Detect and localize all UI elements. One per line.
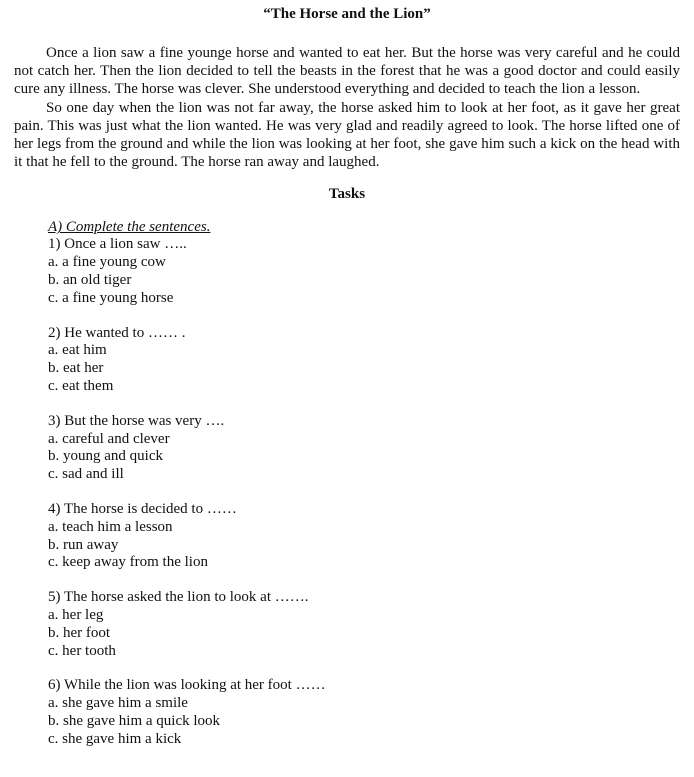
- question-4: [48, 501, 680, 572]
- story-paragraph: Once a lion saw a fine younge horse and wanted to eat her. But the horse was very careful and he could not catch her. Then the lion decided to tell the beasts in the forest that he was a good doctor and could easily cure any illness. The horse was clever. She understood everything and decided to teach the lion a lesson.: [14, 45, 680, 98]
- answer-option-a: a. she gave him a smile: [48, 695, 188, 712]
- answer-option-b: b. she gave him a quick look: [48, 712, 221, 729]
- story-text: [14, 44, 680, 171]
- question-1: [48, 236, 680, 307]
- answer-option-b: b. an old tiger: [48, 272, 132, 289]
- question-text: 6) While the lion was looking at her foot ……: [48, 677, 326, 694]
- answer-option-c: c. she gave him a kick: [48, 730, 182, 747]
- question-text: 2) He wanted to …… .: [48, 324, 186, 341]
- answer-option-b: b. eat her: [48, 360, 104, 377]
- tasks-section: [14, 218, 680, 748]
- tasks-heading: Tasks: [328, 186, 366, 203]
- answer-option-c: c. sad and ill: [48, 466, 124, 483]
- question-text: 5) The horse asked the lion to look at …….: [48, 589, 309, 606]
- answer-option-b: b. run away: [48, 536, 119, 553]
- answer-option-a: a. eat him: [48, 342, 107, 359]
- answer-option-c: c. her tooth: [48, 642, 116, 659]
- task-instruction: A) Complete the sentences.: [48, 219, 211, 236]
- answer-option-c: c. keep away from the lion: [48, 554, 208, 571]
- question-text: 4) The horse is decided to ……: [48, 500, 237, 517]
- answer-option-c: c. eat them: [48, 378, 114, 394]
- question-3: [48, 413, 680, 484]
- question-text: 1) Once a lion saw …..: [48, 236, 187, 253]
- question-6: [48, 677, 680, 748]
- answer-option-a: a. a fine young cow: [48, 254, 166, 271]
- answer-option-c: c. a fine young horse: [48, 289, 174, 306]
- answer-option-a: a. careful and clever: [48, 430, 170, 447]
- answer-option-a: a. teach him a lesson: [48, 518, 173, 535]
- answer-option-a: a. her leg: [48, 606, 104, 623]
- answer-option-b: b. her foot: [48, 624, 111, 641]
- question-5: [48, 589, 680, 660]
- story-title: “The Horse and the Lion”: [263, 6, 431, 22]
- answer-option-b: b. young and quick: [48, 448, 163, 465]
- question-2: [48, 325, 680, 396]
- story-paragraph: So one day when the lion was not far away, the horse asked him to look at her foot, as it gave her great pain. This was just what the lion wanted. He was very glad and readily agreed to look. The horse lifted one of her legs from the ground and while the lion was looking at her foot, she gave him such a kick on the head with it that he fell to the ground. The horse ran away and laughed.: [14, 99, 680, 171]
- question-text: 3) But the horse was very ….: [48, 412, 225, 429]
